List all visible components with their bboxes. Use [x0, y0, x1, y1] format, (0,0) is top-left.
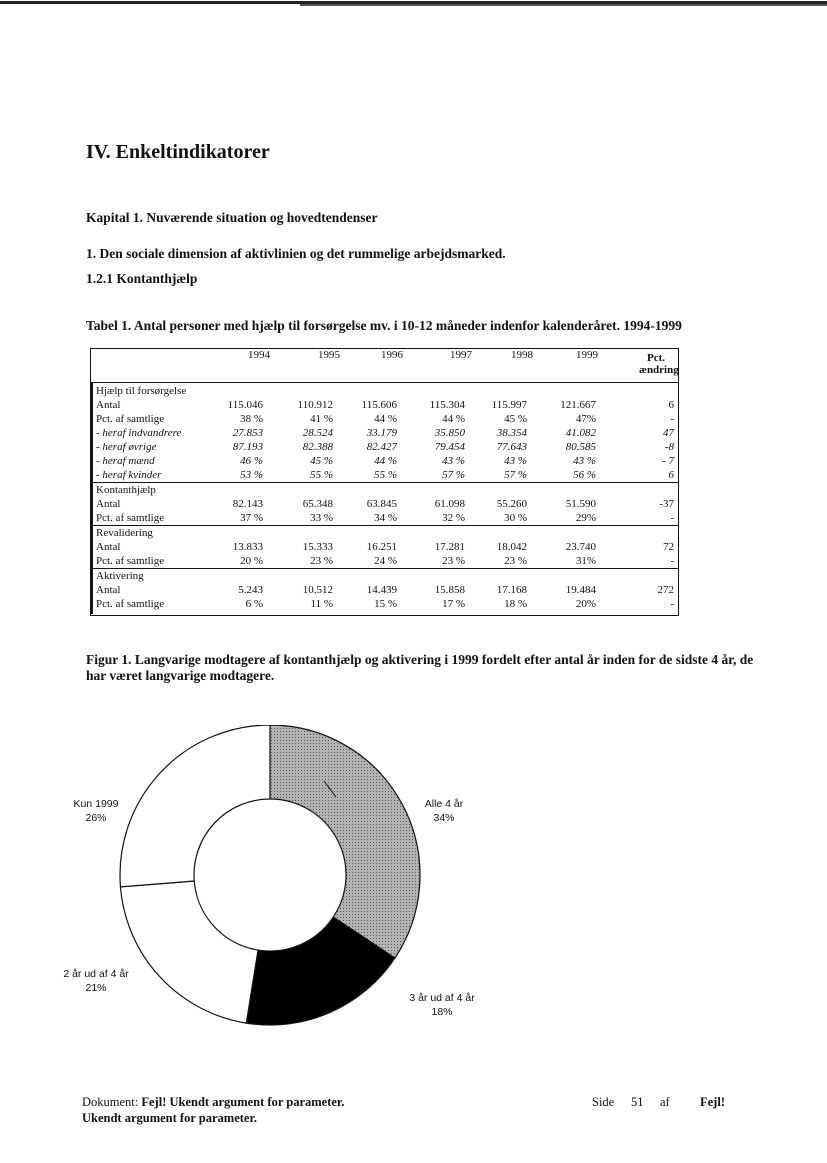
cell-value: 55 %	[310, 469, 333, 481]
cell-value: 61.098	[434, 498, 465, 510]
table-row	[91, 412, 678, 426]
cell-value: 31%	[575, 555, 596, 567]
cell-change: -	[670, 512, 674, 524]
cell-value: 79.454	[434, 441, 465, 453]
cell-value: 43 %	[573, 455, 596, 467]
cell-value: 17.168	[496, 584, 527, 596]
cell-value: 27.853	[232, 427, 263, 439]
year-header-1998: 1998	[511, 349, 533, 361]
cell-value: 38 %	[240, 413, 263, 425]
cell-value: 45 %	[504, 413, 527, 425]
cell-value: 33.179	[366, 427, 397, 439]
donut-chart	[100, 725, 440, 1045]
cell-value: 37 %	[240, 512, 263, 524]
subsection-heading: 1.2.1 Kontanthjælp	[86, 271, 198, 286]
cell-value: 29%	[575, 512, 596, 524]
cell-value: 20 %	[240, 555, 263, 567]
cell-value: 115.304	[429, 399, 465, 411]
row-label: Antal	[96, 541, 121, 553]
cell-value: 115.606	[361, 399, 397, 411]
cell-value: 23.740	[565, 541, 596, 553]
section-separator	[91, 568, 678, 569]
cell-value: 57 %	[504, 469, 527, 481]
cell-value: 121.667	[560, 399, 596, 411]
cell-value: 11 %	[310, 598, 333, 610]
year-header-1994: 1994	[248, 349, 270, 361]
top-border-line-2	[300, 4, 827, 6]
cell-value: 55.260	[496, 498, 527, 510]
slice-label-kun-1999-value: 26%	[85, 812, 107, 824]
cell-value: 14.439	[366, 584, 397, 596]
page-heading: IV. Enkeltindikatorer	[86, 141, 270, 163]
cell-value: 82.388	[302, 441, 333, 453]
cell-change: -	[670, 413, 674, 425]
footer-doc-error: Fejl! Ukendt argument for parameter.	[141, 1095, 345, 1109]
cell-value: 23 %	[310, 555, 333, 567]
cell-value: 63.845	[366, 498, 397, 510]
cell-value: 51.590	[565, 498, 596, 510]
slice-label-kun-1999	[66, 797, 126, 825]
donut-slice	[270, 725, 420, 958]
slice-label-2-af-4-name: 2 år ud af 4 år	[63, 968, 129, 980]
cell-value: 77.643	[496, 441, 527, 453]
cell-change: - 7	[662, 455, 674, 467]
cell-value: 110.912	[297, 399, 333, 411]
cell-value: 34 %	[374, 512, 397, 524]
footer-doc-prefix: Dokument:	[82, 1095, 139, 1109]
year-header-1997: 1997	[450, 349, 472, 361]
table-row	[91, 497, 678, 511]
slice-label-alle-4	[414, 797, 474, 825]
cell-value: 38.354	[496, 427, 527, 439]
cell-value: 15.858	[434, 584, 465, 596]
table-row	[91, 454, 678, 468]
cell-value: 16.251	[366, 541, 397, 553]
cell-value: 56 %	[573, 469, 596, 481]
cell-value: 57 %	[442, 469, 465, 481]
row-label: Antal	[96, 584, 121, 596]
footer-page-number: 51	[631, 1095, 644, 1109]
row-label: - heraf mænd	[96, 455, 155, 467]
change-header	[639, 352, 679, 376]
cell-value: 6 %	[245, 598, 263, 610]
table-row	[91, 440, 678, 454]
footer-doc-error-2: Ukendt argument for parameter.	[82, 1111, 257, 1125]
section-title: Revalidering	[96, 527, 153, 539]
slice-label-3-af-4-value: 18%	[431, 1006, 453, 1018]
slice-label-2-af-4-value: 21%	[85, 982, 107, 994]
cell-value: 44 %	[374, 413, 397, 425]
cell-value: 46 %	[240, 455, 263, 467]
cell-value: 23 %	[442, 555, 465, 567]
cell-change: 47	[663, 427, 674, 439]
cell-value: 80.585	[565, 441, 596, 453]
cell-value: 115.046	[227, 399, 263, 411]
cell-value: 32 %	[442, 512, 465, 524]
donut-slices	[120, 725, 420, 1025]
slice-label-alle-4-value: 34%	[433, 812, 455, 824]
slice-label-alle-4-name: Alle 4 år	[424, 798, 464, 810]
cell-value: 24 %	[374, 555, 397, 567]
footer-of-word: af	[660, 1095, 670, 1109]
cell-value: 65.348	[302, 498, 333, 510]
cell-value: 47%	[575, 413, 596, 425]
section-title: Aktivering	[96, 570, 144, 582]
cell-value: 41.082	[565, 427, 596, 439]
cell-value: 44 %	[442, 413, 465, 425]
cell-value: 43 %	[504, 455, 527, 467]
cell-value: 20%	[575, 598, 596, 610]
cell-change: 272	[657, 584, 674, 596]
header-separator	[91, 382, 678, 383]
section-title: Hjælp til forsørgelse	[96, 385, 187, 397]
table-row	[91, 540, 678, 554]
table-caption: Tabel 1. Antal personer med hjælp til forsørgelse mv. i 10-12 måneder indenfor kalenderåret. 1994-1999	[86, 318, 682, 333]
cell-value: 53 %	[240, 469, 263, 481]
change-header-line-1: Pct.	[646, 352, 665, 364]
cell-value: 82.427	[366, 441, 397, 453]
cell-change: -8	[664, 441, 674, 453]
row-label: Antal	[96, 399, 121, 411]
slice-label-kun-1999-name: Kun 1999	[73, 798, 119, 810]
cell-change: 6	[668, 469, 674, 481]
table-row	[91, 511, 678, 525]
slice-label-3-af-4-name: 3 år ud af 4 år	[409, 992, 475, 1004]
slice-label-3-af-4	[402, 991, 482, 1019]
row-label: Pct. af samtlige	[96, 598, 165, 610]
figure-caption: Figur 1. Langvarige modtagere af kontanthjælp og aktivering i 1999 fordelt efter antal år inden for de sidste 4 år, de har været langvarige modtagere.	[86, 652, 754, 683]
cell-value: 10.512	[302, 584, 333, 596]
year-header-1995: 1995	[318, 349, 340, 361]
footer-page-word: Side	[592, 1095, 615, 1109]
footer-document	[82, 1095, 344, 1110]
slice-label-2-af-4	[56, 967, 136, 995]
cell-value: 15 %	[374, 598, 397, 610]
cell-value: 82.143	[232, 498, 263, 510]
cell-value: 18.042	[496, 541, 527, 553]
cell-value: 44 %	[374, 455, 397, 467]
cell-change: 72	[663, 541, 674, 553]
cell-value: 41 %	[310, 413, 333, 425]
year-header-1999: 1999	[576, 349, 598, 361]
section-separator	[91, 525, 678, 526]
donut-slice	[120, 725, 270, 887]
cell-value: 28.524	[302, 427, 333, 439]
table-row	[91, 468, 678, 482]
cell-value: 17.281	[434, 541, 465, 553]
cell-value: 55 %	[374, 469, 397, 481]
row-label: - heraf kvinder	[96, 469, 162, 481]
cell-value: 35.850	[434, 427, 465, 439]
table-row	[91, 554, 678, 568]
table-row	[91, 426, 678, 440]
row-label: Antal	[96, 498, 121, 510]
cell-value: 30 %	[504, 512, 527, 524]
cell-value: 19.484	[565, 584, 596, 596]
cell-value: 5.243	[238, 584, 263, 596]
cell-value: 23 %	[504, 555, 527, 567]
donut-slice	[120, 881, 258, 1023]
row-label: Pct. af samtlige	[96, 555, 165, 567]
year-header-1996: 1996	[381, 349, 403, 361]
section-heading: 1. Den sociale dimension af aktivlinien og det rummelige arbejdsmarked.	[86, 246, 506, 261]
row-label: Pct. af samtlige	[96, 413, 165, 425]
cell-value: 45 %	[310, 455, 333, 467]
row-label: - heraf øvrige	[96, 441, 157, 453]
data-table	[90, 348, 679, 616]
cell-value: 15.333	[302, 541, 333, 553]
change-header-line-2: ændring	[639, 364, 679, 376]
table-row	[91, 583, 678, 597]
table-row	[91, 597, 678, 611]
cell-value: 87.193	[232, 441, 263, 453]
cell-value: 18 %	[504, 598, 527, 610]
cell-change: 6	[668, 399, 674, 411]
row-label: Pct. af samtlige	[96, 512, 165, 524]
section-separator	[91, 482, 678, 483]
cell-value: 33 %	[310, 512, 333, 524]
cell-value: 13.833	[232, 541, 263, 553]
footer-page-total: Fejl!	[700, 1095, 725, 1109]
cell-change: -	[670, 555, 674, 567]
row-label: - heraf indvandrere	[96, 427, 182, 439]
table-row	[91, 398, 678, 412]
chapter-heading: Kapital 1. Nuværende situation og hovedtendenser	[86, 210, 378, 225]
cell-value: 43 %	[442, 455, 465, 467]
cell-value: 17 %	[442, 598, 465, 610]
cell-change: -37	[659, 498, 674, 510]
section-title: Kontanthjælp	[96, 484, 156, 496]
cell-change: -	[670, 598, 674, 610]
cell-value: 115.997	[491, 399, 527, 411]
